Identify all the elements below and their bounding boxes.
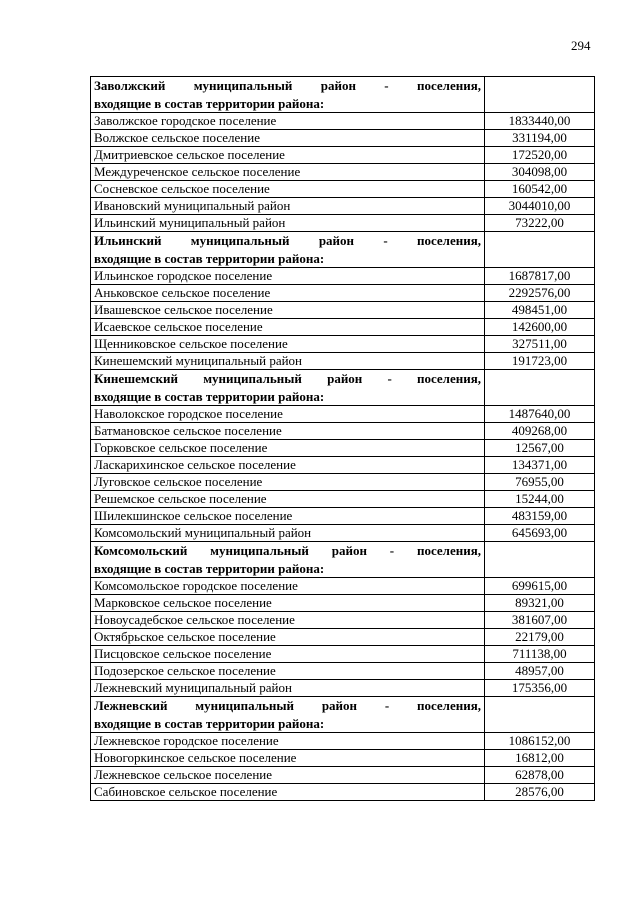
settlement-name: Междуреченское сельское поселение	[91, 164, 485, 181]
settlement-name: Лежневское сельское поселение	[91, 767, 485, 784]
settlement-name: Наволокское городское поселение	[91, 406, 485, 423]
table-row	[91, 750, 595, 767]
table-row	[91, 113, 595, 130]
budget-allocation-table	[90, 76, 595, 801]
district-header-line2: входящие в состав территории района:	[94, 250, 325, 266]
allocation-value: 1833440,00	[485, 113, 595, 130]
table-row	[91, 285, 595, 302]
allocation-value: 15244,00	[485, 491, 595, 508]
settlement-name: Луговское сельское поселение	[91, 474, 485, 491]
table-row	[91, 525, 595, 542]
table-row	[91, 302, 595, 319]
allocation-value: 62878,00	[485, 767, 595, 784]
page-number: 294	[571, 38, 591, 53]
allocation-value: 327511,00	[485, 336, 595, 353]
district-header-cell	[91, 697, 485, 733]
settlement-name: Лежневский муниципальный район	[91, 680, 485, 697]
district-header-line1: Комсомольский муниципальный район - поселения,	[94, 543, 481, 558]
settlement-name: Щенниковское сельское поселение	[91, 336, 485, 353]
allocation-value: 645693,00	[485, 525, 595, 542]
allocation-value: 331194,00	[485, 130, 595, 147]
table-row	[91, 578, 595, 595]
table-row	[91, 457, 595, 474]
settlement-name: Волжское сельское поселение	[91, 130, 485, 147]
district-header-line1: Заволжский муниципальный район - поселения,	[94, 78, 481, 93]
table-row	[91, 164, 595, 181]
district-header-line1: Кинешемский муниципальный район - поселения,	[94, 371, 481, 386]
settlement-name: Октябрьское сельское поселение	[91, 629, 485, 646]
allocation-value: 1687817,00	[485, 268, 595, 285]
settlement-name: Ивановский муниципальный район	[91, 198, 485, 215]
allocation-value: 134371,00	[485, 457, 595, 474]
district-header-cell	[91, 232, 485, 268]
settlement-name: Шилекшинское сельское поселение	[91, 508, 485, 525]
allocation-value: 711138,00	[485, 646, 595, 663]
allocation-value: 22179,00	[485, 629, 595, 646]
allocation-value: 191723,00	[485, 353, 595, 370]
table-row	[91, 767, 595, 784]
settlement-name: Батмановское сельское поселение	[91, 423, 485, 440]
district-header-value-cell	[485, 370, 595, 406]
settlement-name: Аньковское сельское поселение	[91, 285, 485, 302]
district-header-value-cell	[485, 232, 595, 268]
allocation-value: 304098,00	[485, 164, 595, 181]
settlement-name: Решемское сельское поселение	[91, 491, 485, 508]
allocation-value: 175356,00	[485, 680, 595, 697]
table-row	[91, 680, 595, 697]
settlement-name: Ивашевское сельское поселение	[91, 302, 485, 319]
settlement-name: Сосневское сельское поселение	[91, 181, 485, 198]
table-row	[91, 336, 595, 353]
table-row	[91, 268, 595, 285]
allocation-value: 699615,00	[485, 578, 595, 595]
district-header-value-cell	[485, 542, 595, 578]
table-row	[91, 646, 595, 663]
table-row	[91, 215, 595, 232]
allocation-value: 409268,00	[485, 423, 595, 440]
table-row	[91, 406, 595, 423]
allocation-value: 12567,00	[485, 440, 595, 457]
settlement-name: Ильинский муниципальный район	[91, 215, 485, 232]
settlement-name: Исаевское сельское поселение	[91, 319, 485, 336]
settlement-name: Горковское сельское поселение	[91, 440, 485, 457]
table-row	[91, 181, 595, 198]
allocation-value: 160542,00	[485, 181, 595, 198]
allocation-value: 2292576,00	[485, 285, 595, 302]
district-header-cell	[91, 370, 485, 406]
settlement-name: Ласкарихинское сельское поселение	[91, 457, 485, 474]
allocation-value: 48957,00	[485, 663, 595, 680]
settlement-name: Комсомольское городское поселение	[91, 578, 485, 595]
allocation-value: 89321,00	[485, 595, 595, 612]
district-header-row	[91, 370, 595, 406]
settlement-name: Заволжское городское поселение	[91, 113, 485, 130]
settlement-name: Подозерское сельское поселение	[91, 663, 485, 680]
settlement-name: Кинешемский муниципальный район	[91, 353, 485, 370]
table-row	[91, 423, 595, 440]
settlement-name: Дмитриевское сельское поселение	[91, 147, 485, 164]
allocation-value: 1487640,00	[485, 406, 595, 423]
district-header-row	[91, 232, 595, 268]
district-header-value-cell	[485, 697, 595, 733]
allocation-value: 73222,00	[485, 215, 595, 232]
allocation-value: 3044010,00	[485, 198, 595, 215]
table-row	[91, 440, 595, 457]
district-header-value-cell	[485, 77, 595, 113]
table-row	[91, 612, 595, 629]
table-row	[91, 353, 595, 370]
table-body	[91, 77, 595, 801]
settlement-name: Новоусадебское сельское поселение	[91, 612, 485, 629]
district-header-line2: входящие в состав территории района:	[94, 715, 325, 731]
settlement-name: Марковское сельское поселение	[91, 595, 485, 612]
district-header-row	[91, 697, 595, 733]
settlement-name: Ильинское городское поселение	[91, 268, 485, 285]
allocation-value: 381607,00	[485, 612, 595, 629]
district-header-line2: входящие в состав территории района:	[94, 560, 325, 576]
table-row	[91, 784, 595, 801]
table-row	[91, 491, 595, 508]
settlement-name: Новогоркинское сельское поселение	[91, 750, 485, 767]
allocation-value: 16812,00	[485, 750, 595, 767]
table-row	[91, 130, 595, 147]
district-header-row	[91, 542, 595, 578]
settlement-name: Сабиновское сельское поселение	[91, 784, 485, 801]
settlement-name: Писцовское сельское поселение	[91, 646, 485, 663]
district-header-line2: входящие в состав территории района:	[94, 388, 325, 404]
allocation-value: 28576,00	[485, 784, 595, 801]
table-row	[91, 595, 595, 612]
allocation-value: 498451,00	[485, 302, 595, 319]
settlement-name: Лежневское городское поселение	[91, 733, 485, 750]
table-row	[91, 629, 595, 646]
allocation-value: 172520,00	[485, 147, 595, 164]
allocation-value: 1086152,00	[485, 733, 595, 750]
allocation-value: 76955,00	[485, 474, 595, 491]
table-row	[91, 733, 595, 750]
settlement-name: Комсомольский муниципальный район	[91, 525, 485, 542]
table-row	[91, 663, 595, 680]
table-row	[91, 508, 595, 525]
table-row	[91, 198, 595, 215]
district-header-line1: Лежневский муниципальный район - поселения,	[94, 698, 481, 713]
table-row	[91, 147, 595, 164]
table-row	[91, 319, 595, 336]
district-header-line2: входящие в состав территории района:	[94, 95, 325, 111]
table-row	[91, 474, 595, 491]
district-header-row	[91, 77, 595, 113]
district-header-cell	[91, 542, 485, 578]
district-header-cell	[91, 77, 485, 113]
district-header-line1: Ильинский муниципальный район - поселения,	[94, 233, 481, 248]
allocation-value: 483159,00	[485, 508, 595, 525]
allocation-value: 142600,00	[485, 319, 595, 336]
